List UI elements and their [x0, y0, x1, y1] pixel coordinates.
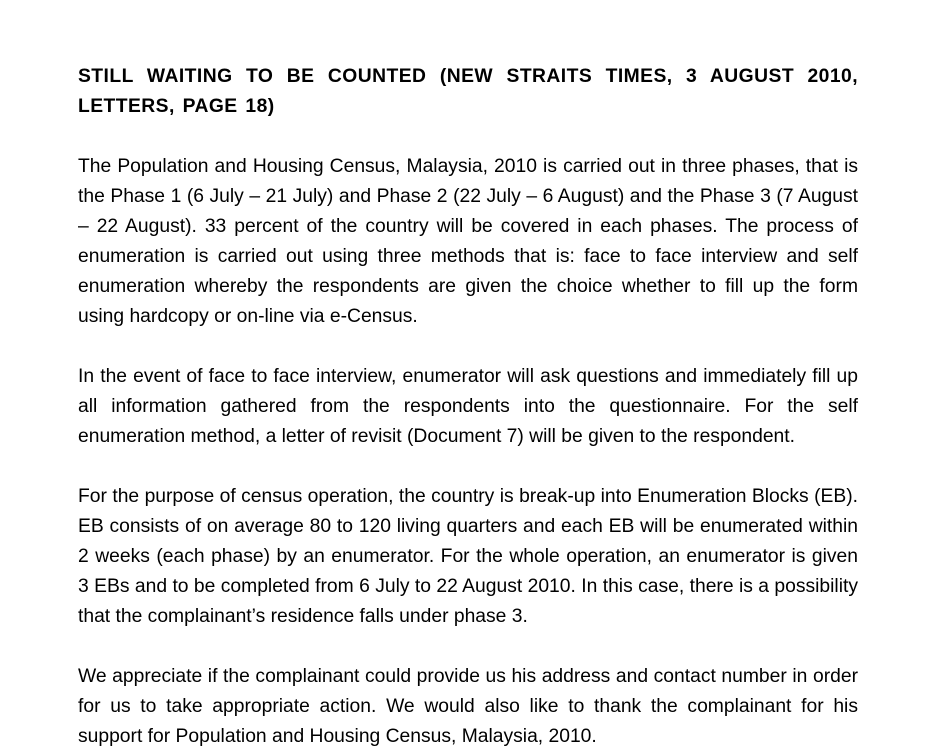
paragraph-census-phases: The Population and Housing Census, Malaysia, 2010 is carried out in three phases, that is the Phase 1 (6 July – 21 July) and Phase 2 (22 July – 6 August) and the Phase 3 (7 August – 22 August). 33 percent of the country will be covered in each phases. The process of enumeration is carried out using three methods that is: face to face interview and self enumeration whereby the respondents are given the choice whether to fill up the form using hardcopy or on-line via e-Census.: [78, 156, 858, 327]
document-title: STILL WAITING TO BE COUNTED (NEW STRAITS TIMES, 3 AUGUST 2010, LETTERS, PAGE 18): [78, 66, 858, 117]
paragraph-enumeration-blocks: For the purpose of census operation, the country is break-up into Enumeration Blocks (EB). EB consists of on average 80 to 120 living quarters and each EB will be enumerated within 2 weeks (each phase) by an enumerator. For the whole operation, an enumerator is given 3 EBs and to be completed from 6 July to 22 August 2010. In this case, there is a possibility that the complainant’s residence falls under phase 3.: [78, 486, 858, 627]
paragraph-closing: We appreciate if the complainant could provide us his address and contact number in order for us to take appropriate action. We would also like to thank the complainant for his support for Population and Housing Census, Malaysia, 2010.: [78, 666, 858, 747]
document-page: [78, 62, 858, 752]
paragraph-interview-method: In the event of face to face interview, enumerator will ask questions and immediately fill up all information gathered from the respondents into the questionnaire. For the self enumeration method, a letter of revisit (Document 7) will be given to the respondent.: [78, 366, 858, 447]
